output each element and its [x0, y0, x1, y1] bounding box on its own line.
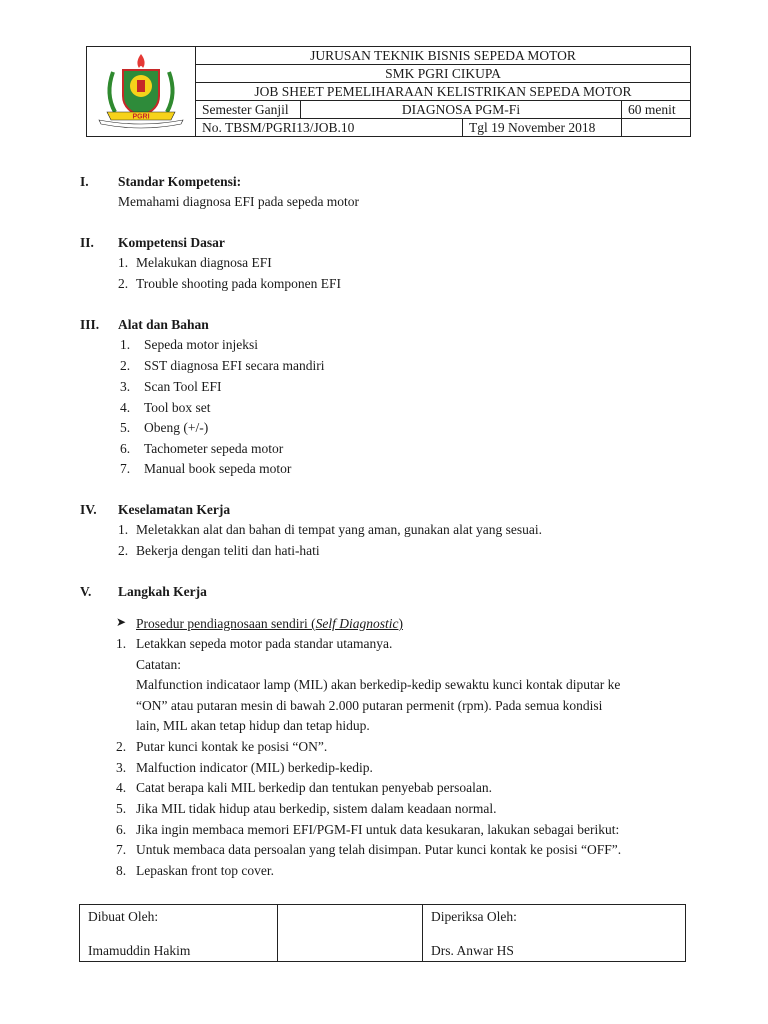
pgri-emblem-icon [93, 50, 189, 130]
list-item: Meletakkan alat dan bahan di tempat yang aman, gunakan alat yang sesuai. [136, 522, 542, 537]
semester-cell: Semester Ganjil [196, 101, 301, 119]
section-title: Langkah Kerja [118, 584, 207, 599]
step-text: Lepaskan front top cover. [136, 863, 274, 878]
step-number: 6. [116, 822, 127, 837]
topic-cell: DIAGNOSA PGM-Fi [301, 101, 622, 119]
list-number: 3. [120, 379, 131, 394]
section-number: I. [80, 174, 89, 189]
blank-signature-cell [278, 905, 423, 962]
header-line2: SMK PGRI CIKUPA [196, 65, 691, 83]
step-number: 5. [116, 801, 127, 816]
checked-by-cell [423, 905, 686, 962]
note-text: “ON” atau putaran mesin di bawah 2.000 putaran permenit (rpm). Pada semua kondisi [136, 698, 603, 713]
step-text: Malfuction indicator (MIL) berkedip-kedip. [136, 760, 373, 775]
list-item: Tool box set [144, 400, 211, 415]
header-line1: JURUSAN TEKNIK BISNIS SEPEDA MOTOR [196, 47, 691, 65]
school-logo [87, 47, 196, 137]
list-item: Obeng (+/-) [144, 420, 209, 435]
header-table [86, 46, 691, 137]
list-number: 1. [118, 522, 129, 537]
step-number: 2. [116, 739, 127, 754]
empty-cell [622, 119, 691, 137]
list-item: Scan Tool EFI [144, 379, 222, 394]
step-text: Untuk membaca data persoalan yang telah disimpan. Putar kunci kontak ke posisi “OFF”. [136, 842, 622, 857]
list-item: SST diagnosa EFI secara mandiri [144, 358, 325, 373]
section-number: II. [80, 235, 94, 250]
checked-by-label: Diperiksa Oleh: [431, 909, 517, 924]
step-number: 4. [116, 780, 127, 795]
note-label: Catatan: [136, 657, 181, 672]
section-number: V. [80, 584, 92, 599]
note-text: lain, MIL akan tetap hidup dan tetap hidup. [136, 718, 370, 733]
list-item: Bekerja dengan teliti dan hati-hati [136, 543, 320, 558]
section-number: III. [80, 317, 100, 332]
header-line3: JOB SHEET PEMELIHARAAN KELISTRIKAN SEPEDA MOTOR [196, 83, 691, 101]
step-text: Catat berapa kali MIL berkedip dan tentukan penyebab persoalan. [136, 780, 492, 795]
checked-by-name: Drs. Anwar HS [431, 943, 514, 958]
section-text: Memahami diagnosa EFI pada sepeda motor [118, 194, 360, 209]
procedure-heading: Prosedur pendiagnosaan sendiri (Self Diagnostic) [136, 616, 403, 631]
job-number: No. TBSM/PGRI13/JOB.10 [196, 119, 463, 136]
section-title: Alat dan Bahan [118, 317, 209, 332]
list-number: 2. [120, 358, 131, 373]
list-number: 1. [118, 255, 129, 270]
section-title: Standar Kompetensi: [118, 174, 242, 189]
step-text: Jika ingin membaca memori EFI/PGM-FI untuk data kesukaran, lakukan sebagai berikut: [136, 822, 620, 837]
section-title: Kompetensi Dasar [118, 235, 225, 250]
logo-text: PGRI [132, 113, 150, 120]
step-number: 1. [116, 636, 127, 651]
step-text: Putar kunci kontak ke posisi “ON”. [136, 739, 328, 754]
note-text: Malfunction indicataor lamp (MIL) akan berkedip-kedip sewaktu kunci kontak diputar ke [136, 677, 621, 692]
step-text: Letakkan sepeda motor pada standar utamanya. [136, 636, 393, 651]
job-date-row [196, 119, 622, 137]
list-number: 1. [120, 337, 131, 352]
step-text: Jika MIL tidak hidup atau berkedip, sistem dalam keadaan normal. [136, 801, 497, 816]
list-number: 2. [118, 543, 129, 558]
signature-table [79, 904, 686, 962]
job-date: Tgl 19 November 2018 [469, 120, 596, 135]
list-item: Manual book sepeda motor [144, 461, 292, 476]
section-number: IV. [80, 502, 97, 517]
made-by-cell [80, 905, 278, 962]
list-item: Melakukan diagnosa EFI [136, 255, 272, 270]
step-number: 3. [116, 760, 127, 775]
section-title: Keselamatan Kerja [118, 502, 231, 517]
list-number: 2. [118, 276, 129, 291]
made-by-name: Imamuddin Hakim [88, 943, 191, 958]
made-by-label: Dibuat Oleh: [88, 909, 159, 924]
arrow-bullet-icon: ➤ [116, 615, 127, 629]
step-number: 7. [116, 842, 127, 857]
list-number: 7. [120, 461, 131, 476]
duration-cell: 60 menit [622, 101, 691, 119]
list-number: 6. [120, 441, 131, 456]
list-item: Sepeda motor injeksi [144, 337, 258, 352]
step-number: 8. [116, 863, 127, 878]
list-number: 4. [120, 400, 131, 415]
list-number: 5. [120, 420, 131, 435]
list-item: Trouble shooting pada komponen EFI [136, 276, 341, 291]
list-item: Tachometer sepeda motor [144, 441, 284, 456]
